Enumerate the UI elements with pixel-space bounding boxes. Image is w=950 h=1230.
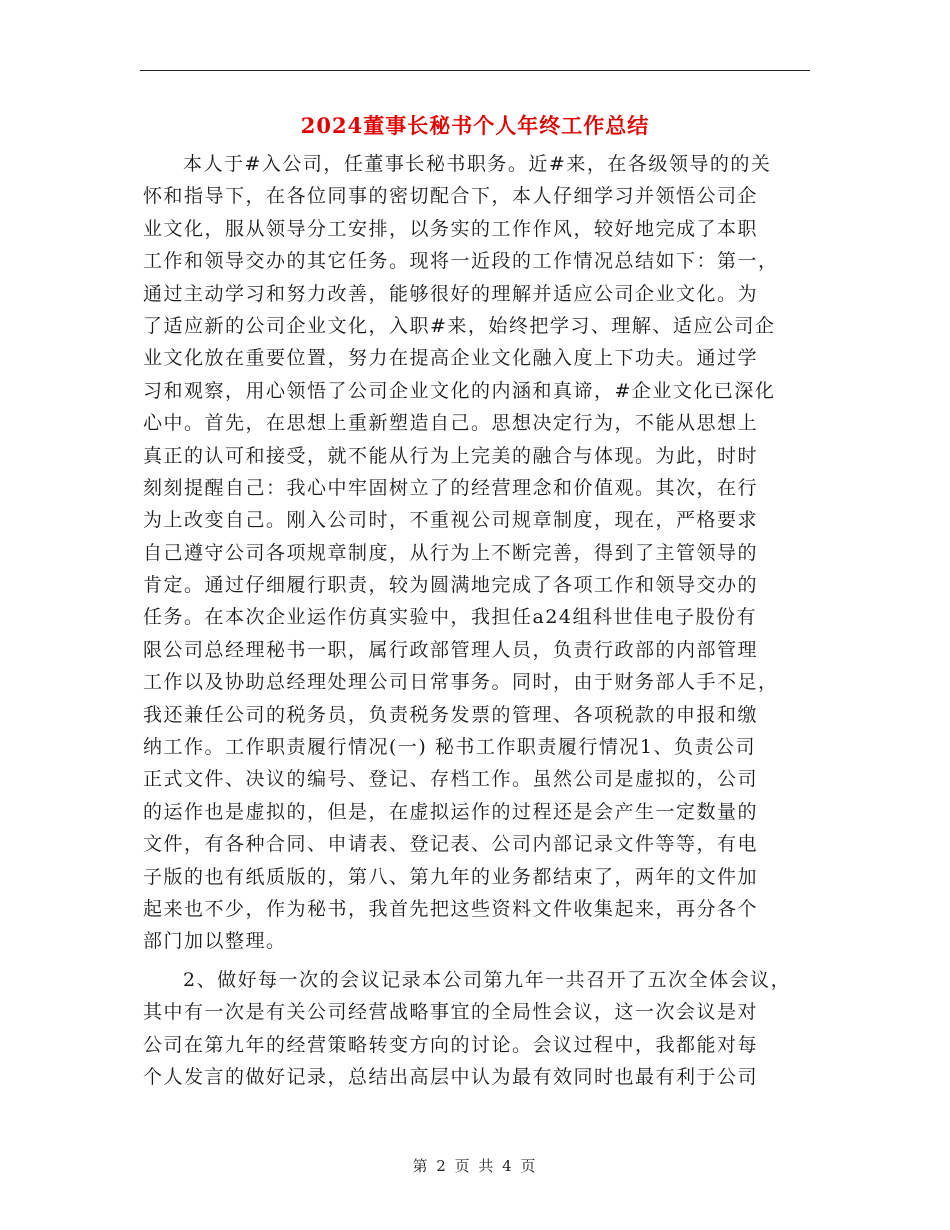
page-number: 第 2 页 共 4 页 [412, 1157, 538, 1175]
text-line: 习和观察，用心领悟了公司企业文化的内涵和真谛，#企业文化已深化 [143, 379, 776, 402]
text-line: 2、做好每一次的会议记录本公司第九年一共召开了五次全体会议， [183, 968, 792, 991]
text-line: 的运作也是虚拟的，但是，在虚拟运作的过程还是会产生一定数量的 [143, 800, 759, 823]
text-line: 其中有一次是有关公司经营战略事宜的全局性会议，这一次会议是对 [143, 1001, 759, 1024]
text-line: 心中。首先，在思想上重新塑造自己。思想决定行为，不能从思想上 [143, 412, 759, 435]
text-line: 怀和指导下，在各位同事的密切配合下，本人仔细学习并领悟公司企 [143, 185, 759, 208]
text-line: 本人于#入公司，任董事长秘书职务。近#来，在各级领导的的关 [183, 153, 772, 175]
text-line: 真正的认可和接受，就不能从行为上完美的融合与体现。为此，时时 [143, 444, 759, 467]
text-line: 工作以及协助总经理处理公司日常事务。同时，由于财务部人手不足， [143, 671, 779, 694]
header-rule [140, 70, 810, 71]
text-line: 公司在第九年的经营策略转变方向的讨论。会议过程中，我都能对每 [143, 1033, 759, 1056]
text-line: 个人发言的做好记录，总结出高层中认为最有效同时也最有利于公司 [143, 1065, 759, 1088]
text-line: 文件，有各种合同、申请表、登记表、公司内部记录文件等等，有电 [143, 833, 759, 856]
text-line: 部门加以整理。 [143, 930, 287, 953]
text-line: 自己遵守公司各项规章制度，从行为上不断完善，得到了主管领导的 [143, 541, 759, 564]
text-line: 纳工作。工作职责履行情况(一) 秘书工作职责履行情况1、负责公司 [143, 736, 756, 759]
text-line: 肯定。通过仔细履行职责，较为圆满地完成了各项工作和领导交办的 [143, 574, 759, 597]
paragraph [143, 964, 815, 1094]
document-body [143, 148, 815, 1093]
text-line: 业文化，服从领导分工安排，以务实的工作作风，较好地完成了本职 [143, 217, 759, 240]
text-line: 起来也不少，作为秘书，我首先把这些资料文件收集起来，再分各个 [143, 897, 759, 920]
text-line: 任务。在本次企业运作仿真实验中，我担任a24组科世佳电子股份有 [143, 606, 758, 629]
text-line: 限公司总经理秘书一职，属行政部管理人员，负责行政部的内部管理 [143, 638, 759, 661]
text-line: 子版的也有纸质版的，第八、第九年的业务都结束了，两年的文件加 [143, 865, 759, 888]
text-line: 了适应新的公司企业文化，入职#来，始终把学习、理解、适应公司企 [143, 314, 776, 337]
text-line: 工作和领导交办的其它任务。现将一近段的工作情况总结如下：第一， [143, 250, 779, 273]
text-line: 为上改变自己。刚入公司时，不重视公司规章制度，现在，严格要求 [143, 509, 759, 532]
text-line: 刻刻提醒自己：我心中牢固树立了的经营理念和价值观。其次，在行 [143, 476, 759, 499]
text-line: 正式文件、决议的编号、登记、存档工作。虽然公司是虚拟的，公司 [143, 768, 759, 791]
paragraph [143, 148, 815, 958]
text-line: 通过主动学习和努力改善，能够很好的理解并适应公司企业文化。为 [143, 282, 759, 305]
text-line: 业文化放在重要位置，努力在提高企业文化融入度上下功夫。通过学 [143, 347, 759, 370]
text-line: 我还兼任公司的税务员，负责税务发票的管理、各项税款的申报和缴 [143, 703, 759, 726]
document-title: 2024董事长秘书个人年终工作总结 [300, 113, 650, 138]
